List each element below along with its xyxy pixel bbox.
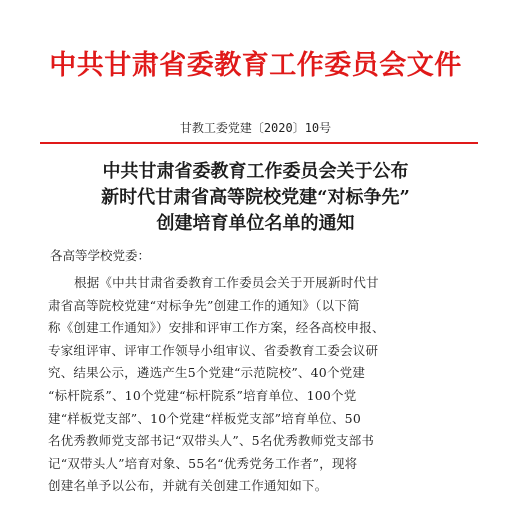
body-line: 根据《中共甘肃省委教育工作委员会关于开展新时代甘 [74, 275, 379, 290]
body-line: “标杆院系”、10个党建“标杆院系”培育单位、100个党 [48, 387, 357, 403]
salutation: 各高等学校党委： [50, 248, 151, 263]
body-line: 记“双带头人”培育对象、55名“优秀党务工作者”，现将 [48, 455, 358, 471]
body-line: 究、结果公示，遴选产生5个党建“示范院校”、40个党建 [48, 365, 366, 381]
title-line-3: 创建培育单位名单的通知 [156, 213, 355, 234]
masthead-title: 中共甘肃省委教育工作委员会文件 [49, 50, 462, 81]
body-line: 称《创建工作通知》）安排和评审工作方案，经各高校申报、 [48, 320, 385, 336]
document-number: 甘教工委党建〔2020〕10号 [179, 121, 332, 135]
body-line: 名优秀教师党支部书记“双带头人”、5名优秀教师党支部书 [48, 433, 375, 449]
body-paragraph [48, 272, 468, 498]
notice-title [30, 159, 481, 237]
red-divider-line [40, 142, 478, 144]
body-line: 建“样板党支部”、10个党建“样板党支部”培育单位、50 [48, 410, 361, 426]
title-line-1: 中共甘肃省委教育工作委员会关于公布 [102, 161, 409, 182]
body-line: 创建名单予以公布，并就有关创建工作通知如下。 [48, 478, 328, 494]
body-line: 肃省高等院校党建“对标争先”创建工作的通知》（以下简 [48, 297, 360, 313]
title-line-2: 新时代甘肃省高等院校党建“对标争先” [101, 187, 410, 208]
body-line: 专家组评审、评审工作领导小组审议、省委教育工委会议研 [48, 342, 379, 358]
